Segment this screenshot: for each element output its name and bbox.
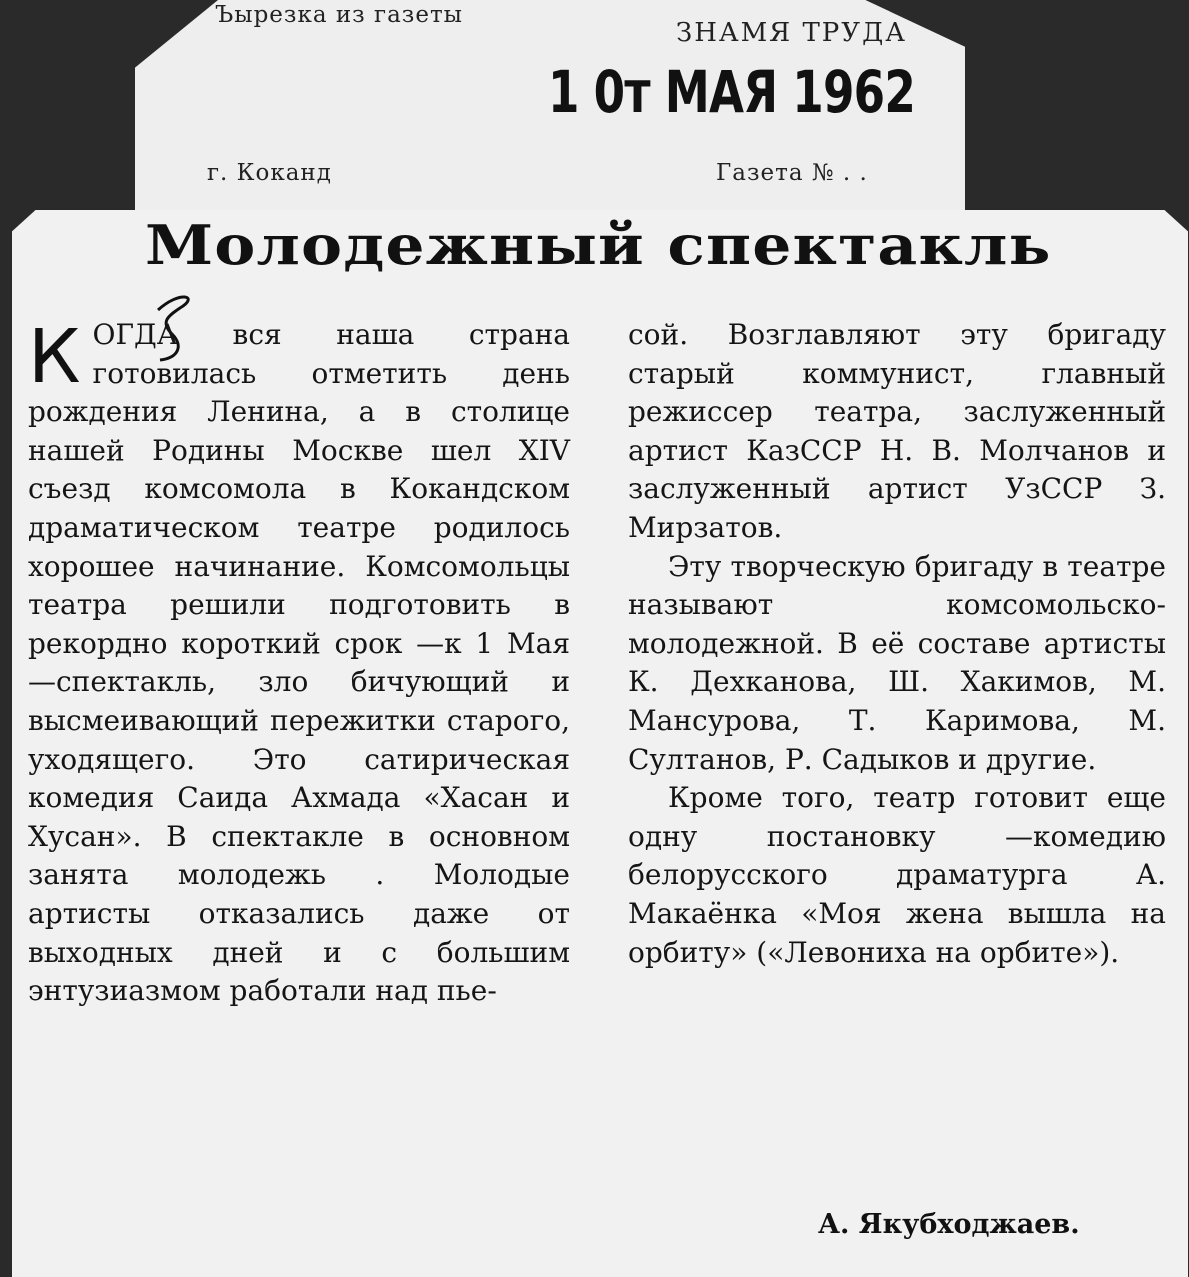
date-stamp: 1 0т МАЯ 1962	[548, 58, 916, 126]
issue-label: Газета № . .	[716, 160, 868, 186]
right-paragraph-1: сой. Возглавляют эту бригаду старый коммунист, главный режиссер театра, заслуженный артист КазССР Н. В. Молчанов и заслуженный артист УзССР З. Мирзатов.	[628, 318, 1166, 544]
newspaper-name: ЗНАМЯ ТРУДА	[676, 18, 907, 48]
article-column-left	[28, 316, 570, 1011]
city-label: г. Коканд	[207, 160, 332, 186]
right-paragraph-2: Эту творческую бригаду в театре называют комсомольско-молодежной. В её составе артисты К. Дехканова, Ш. Хакимов, М. Мансурова, Т. Каримова, М. Султанов, Р. Садыков и другие.	[628, 549, 1166, 776]
article-headline: Молодежный спектакль	[145, 213, 1052, 277]
left-paragraph: ОГДА вся наша страна готовилась отметить день рождения Ленина, а в столице нашей Родины Москве шел XIV съезд комсомола в Кокандском драматическом театре родилось хорошее начинание. Комсомольцы театра решили подготовить в рекордно короткий срок —к 1 Мая —спектакль, зло бичующий и высмеивающий пережитки старого, уходящего. Это сатирическая комедия Саида Ахмада «Хасан и Хусан». В спектакле в основном занята молодежь . Молодые артисты отказались даже от выходных дней и с большим энтузиазмом работали над пье-	[28, 318, 570, 1008]
clipping-label: Ъырезка из газеты	[215, 2, 463, 28]
right-paragraph-3: Кроме того, театр готовит еще одну постановку —комедию белорусского драматурга А. Макаёнка «Моя жена вышла на орбиту» («Левониха на орбите»).	[628, 781, 1166, 969]
article-column-right	[628, 316, 1166, 972]
drop-cap: К	[28, 314, 81, 400]
author-signature: А. Якубходжаев.	[818, 1209, 1080, 1240]
